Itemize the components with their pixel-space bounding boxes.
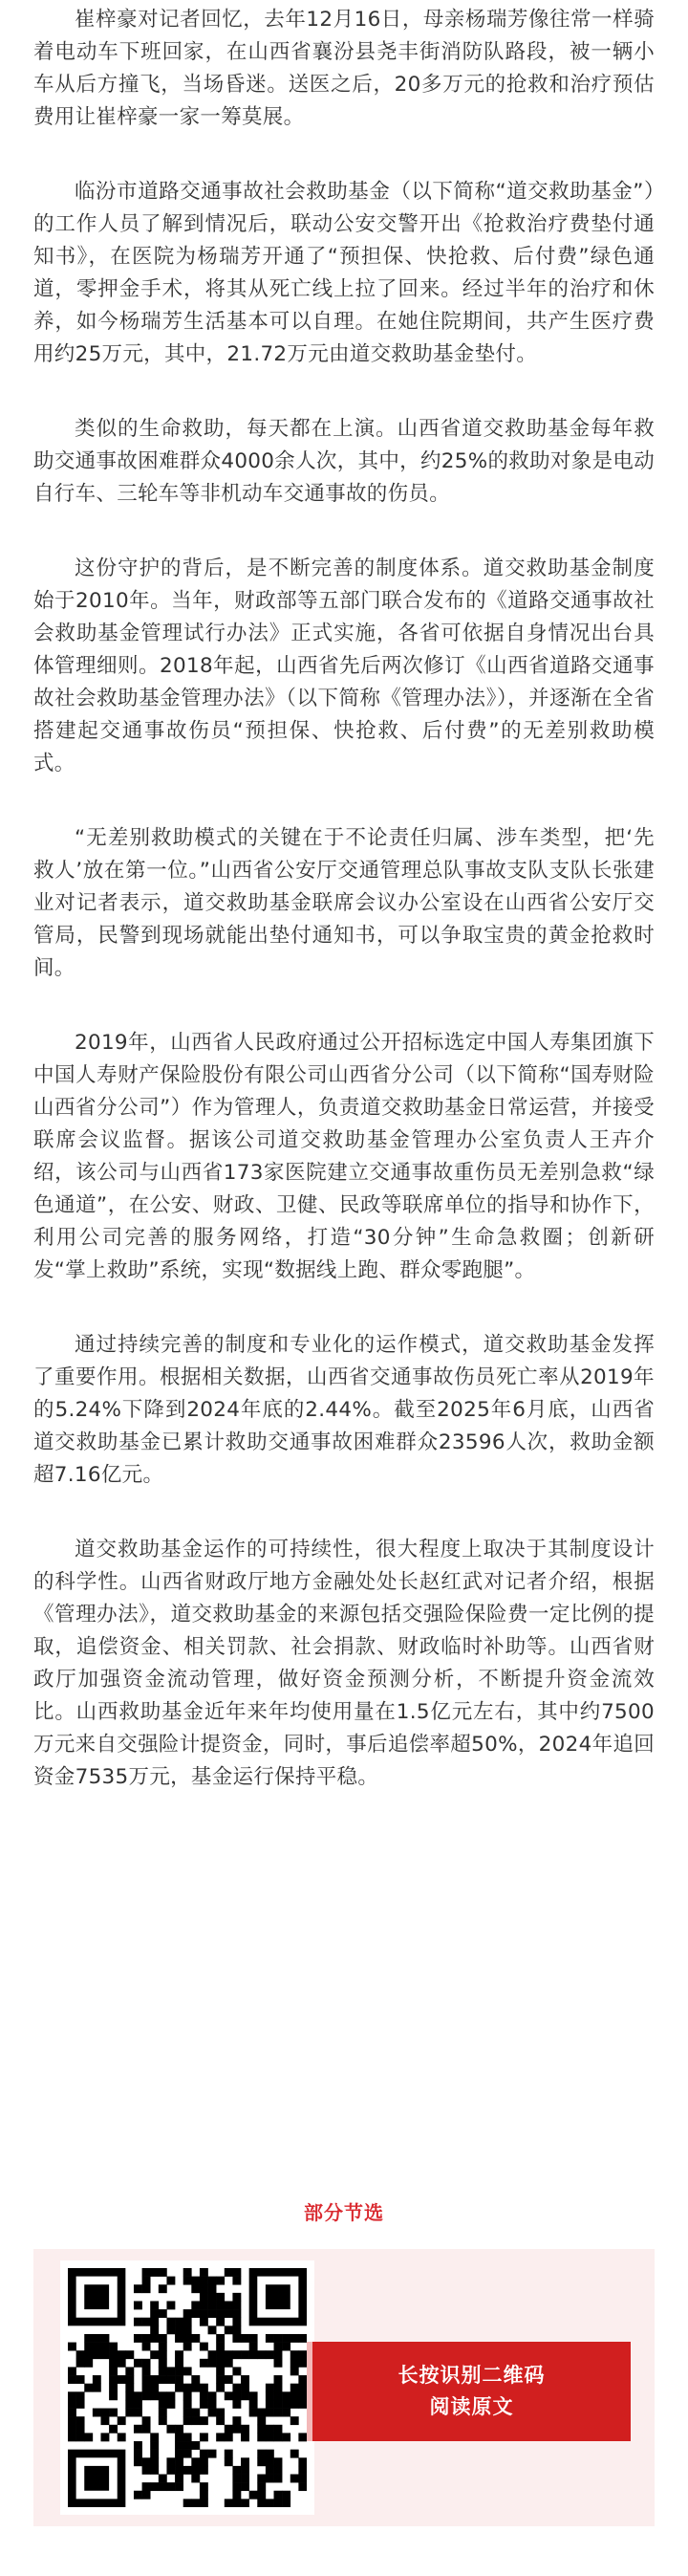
article-paragraph: 通过持续完善的制度和专业化的运作模式，道交救助基金发挥了重要作用。根据相关数据，山西省交通事故伤员死亡率从2019年的5.24%下降到2024年底的2.44%。截至2025年6月底，山西省道交救助基金已累计救助交通事故困难群众23596人次，救助金额超7.16亿元。 [33, 1333, 655, 1487]
section-title: 部分节选 [304, 2201, 384, 2224]
article-paragraph: 类似的生命救助，每天都在上演。山西省道交救助基金每年救助交通事故困难群众4000余人次，其中，约25%的救助对象是电动自行车、三轮车等非机动车交通事故的伤员。 [33, 417, 655, 506]
article-paragraph: 2019年，山西省人民政府通过公开招标选定中国人寿集团旗下中国人寿财产保险股份有限公司山西省分公司（以下简称“国寿财险山西省分公司”）作为管理人，负责道交救助基金日常运营，并接受联席会议监督。据该公司道交救助基金管理办公室负责人王卉介绍，该公司与山西省173家医院建立交通事故重伤员无差别急救“绿色通道”，在公安、财政、卫健、民政等联席单位的指导和协作下，利用公司完善的服务网络，打造“30分钟”生命急救圈；创新研发“掌上救助”系统，实现“数据线上跑、群众零跑腿”。 [33, 1031, 655, 1282]
read-button-line2: 阅读原文 [429, 2395, 514, 2418]
read-button-line1: 长按识别二维码 [398, 2364, 546, 2387]
article-paragraph: 道交救助基金运作的可持续性，很大程度上取决于其制度设计的科学性。山西省财政厅地方金融处处长赵红武对记者介绍，根据《管理办法》，道交救助基金的来源包括交强险保险费一定比例的提取，追偿资金、相关罚款、社会捐款、财政临时补助等。山西省财政厅加强资金流动管理，做好资金预测分析，不断提升资金流效比。山西救助基金近年来年均使用量在1.5亿元左右，其中约7500万元来自交强险计提资金，同时，事后追偿率超50%，2024年追回资金7535万元，基金运行保持平稳。 [33, 1538, 655, 1789]
article-body [33, 4, 655, 1794]
qr-code-graphic [68, 2268, 307, 2507]
article-paragraph: 临汾市道路交通事故社会救助基金（以下简称“道交救助基金”）的工作人员了解到情况后，联动公安交警开出《抢救治疗费垫付通知书》，在医院为杨瑞芳开通了“预担保、快抢救、后付费”绿色通道，零押金手术，将其从死亡线上拉了回来。经过半年的治疗和休养，如今杨瑞芳生活基本可以自理。在她住院期间，共产生医疗费用约25万元，其中，21.72万元由道交救助基金垫付。 [33, 180, 655, 366]
read-original-button[interactable] [307, 2342, 631, 2441]
article-paragraph: 崔梓豪对记者回忆，去年12月16日，母亲杨瑞芳像往常一样骑着电动车下班回家，在山西省襄汾县尧丰街消防队路段，被一辆小车从后方撞飞，当场昏迷。送医之后，20多万元的抢救和治疗预估费用让崔梓豪一家一筹莫展。 [33, 8, 655, 129]
qr-card [33, 2249, 655, 2526]
article-paragraph: “无差别救助模式的关键在于不论责任归属、涉车类型，把‘先救人’放在第一位。”山西省公安厅交通管理总队事故支队支队长张建业对记者表示，道交救助基金联席会议办公室设在山西省公安厅交管局，民警到现场就能出垫付通知书，可以争取宝贵的黄金抢救时间。 [33, 826, 655, 980]
qr-code-icon[interactable] [60, 2260, 314, 2515]
article-paragraph: 这份守护的背后，是不断完善的制度体系。道交救助基金制度始于2010年。当年，财政部等五部门联合发布的《道路交通事故社会救助基金管理试行办法》正式实施，各省可依据自身情况出台具体管理细则。2018年起，山西省先后两次修订《山西省道路交通事故社会救助基金管理办法》（以下简称《管理办法》），并逐渐在全省搭建起交通事故伤员“预担保、快抢救、后付费”的无差别救助模式。 [33, 557, 655, 775]
